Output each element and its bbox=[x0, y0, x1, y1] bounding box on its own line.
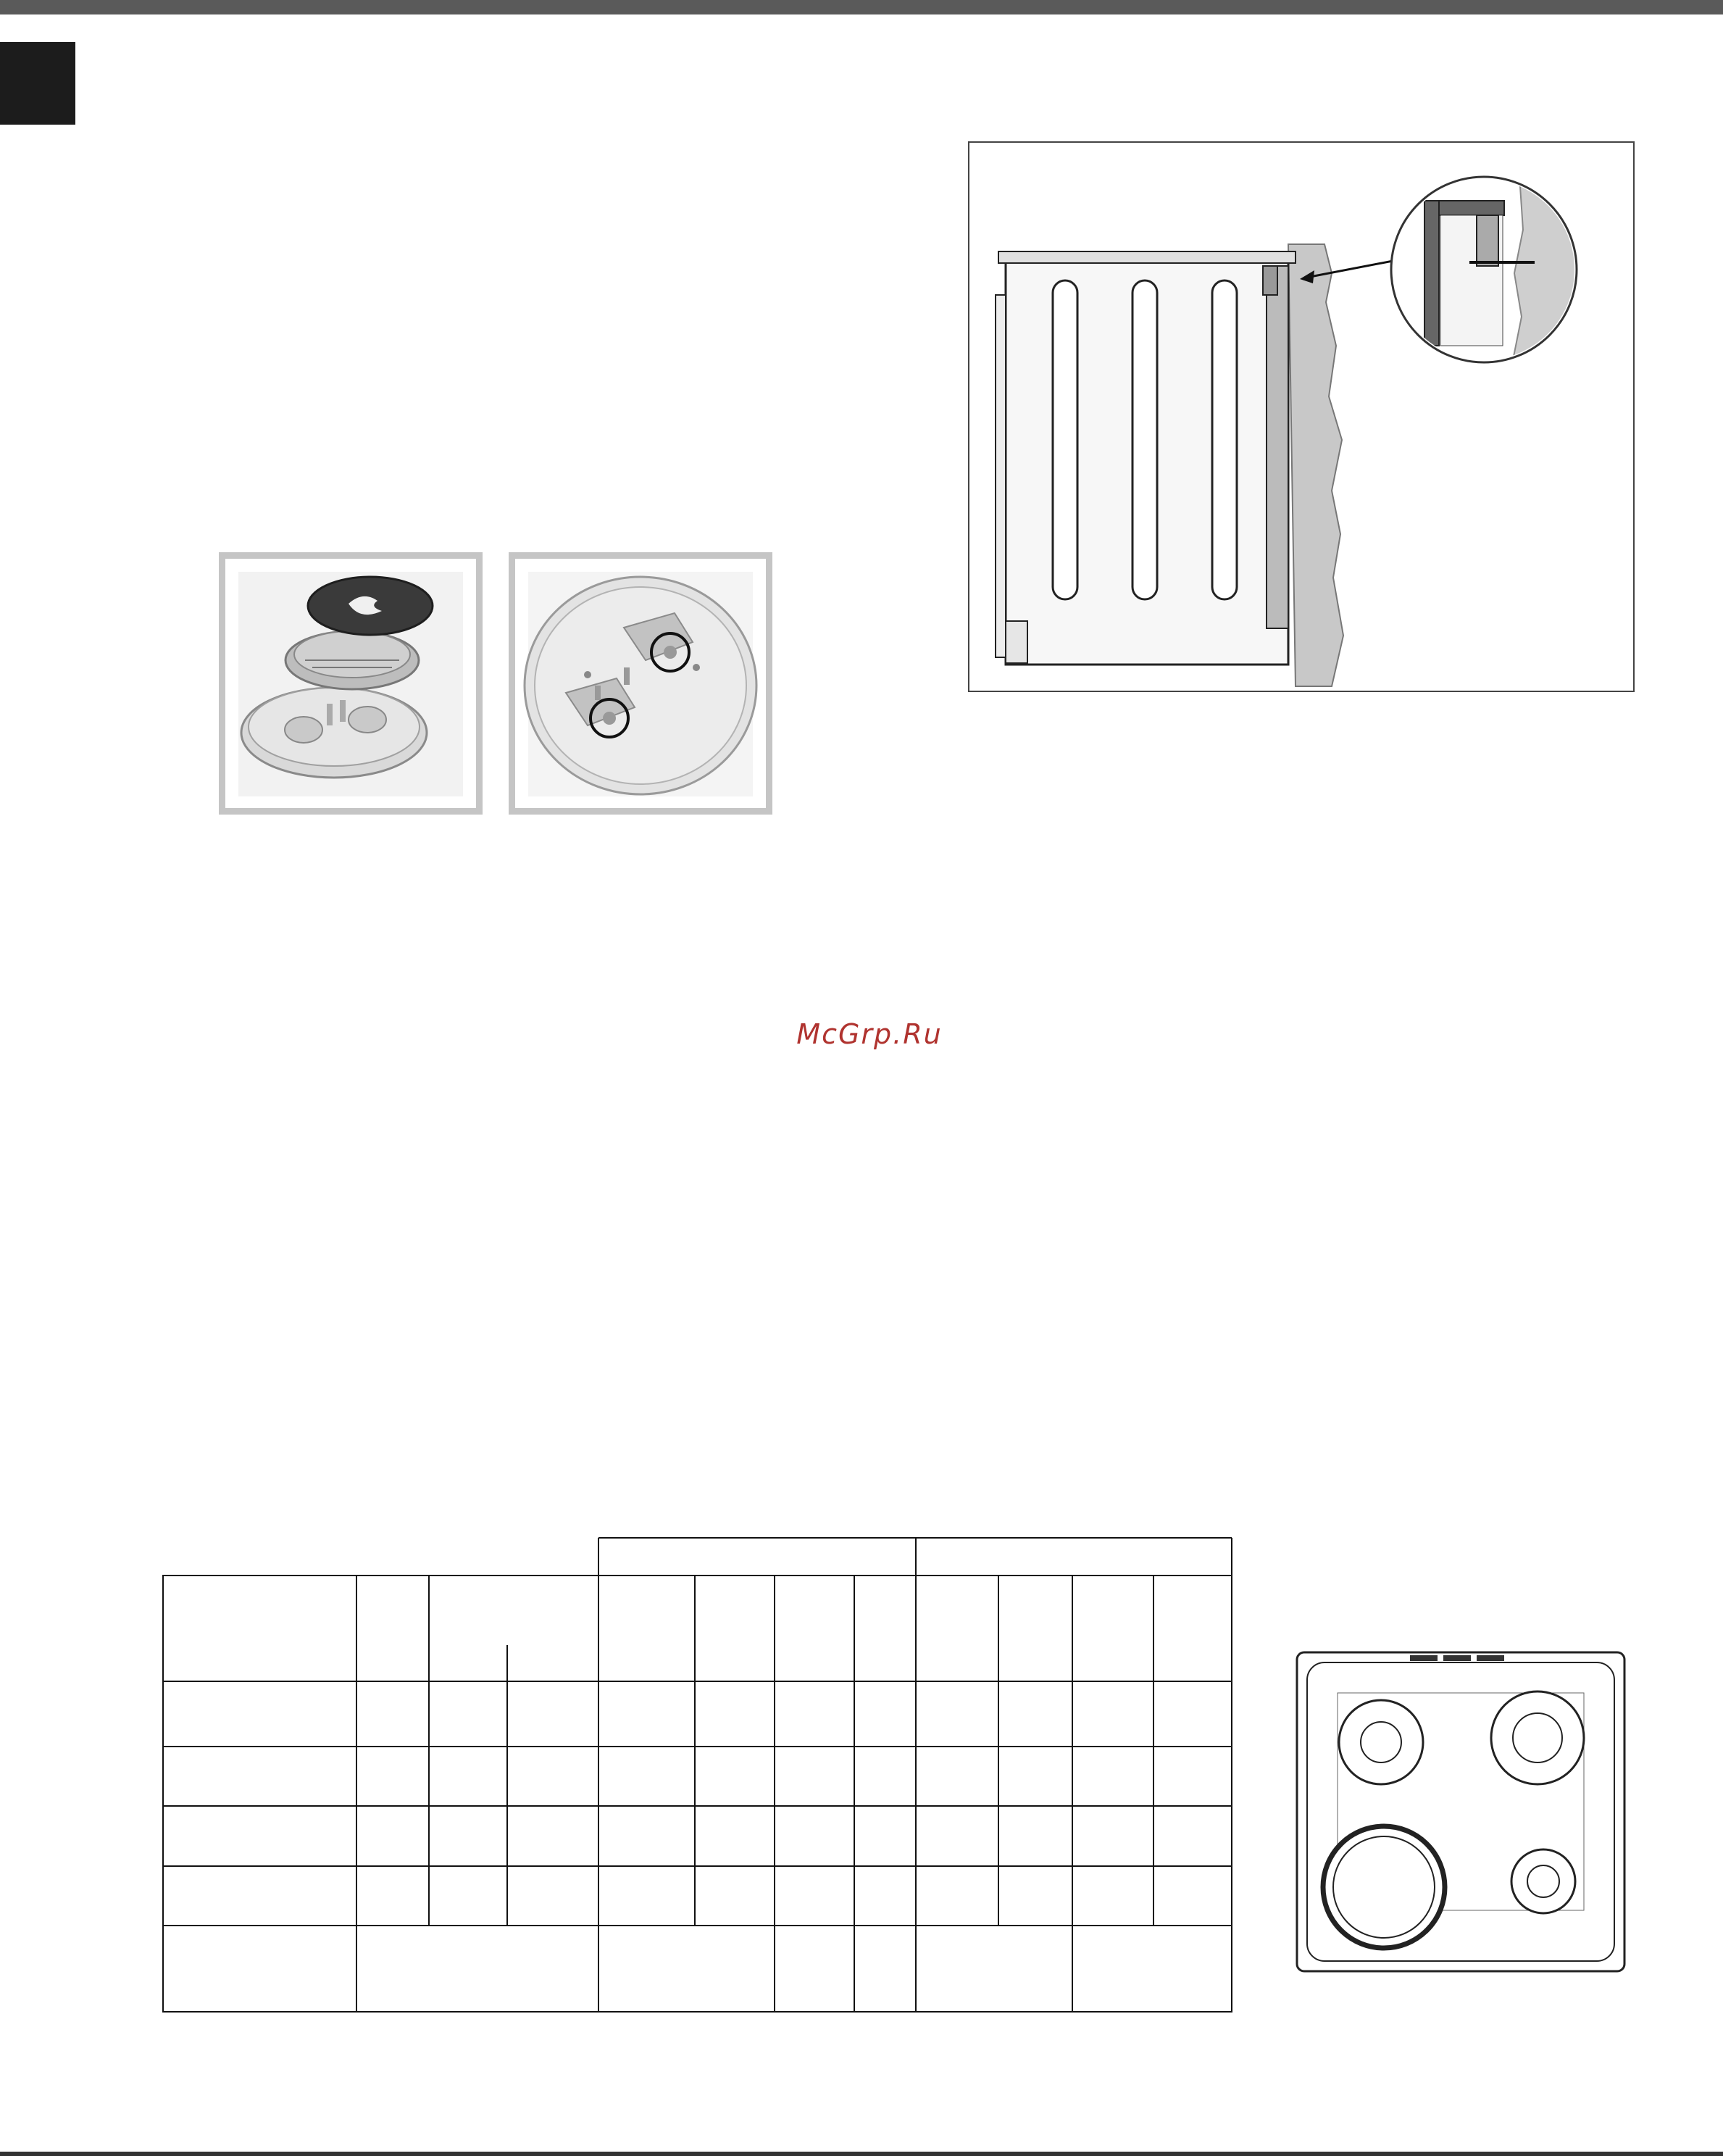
language-tab bbox=[0, 42, 75, 125]
bottom-rule bbox=[0, 2152, 1723, 2156]
burner-data-table bbox=[162, 1536, 1235, 2015]
wall-bracket-figure bbox=[968, 141, 1635, 692]
burner-exploded-icon bbox=[225, 559, 476, 808]
watermark-text: McGrp.Ru bbox=[796, 1018, 943, 1050]
wall-bracket-icon bbox=[969, 143, 1633, 691]
burner-base-figure bbox=[509, 552, 772, 815]
table-grid bbox=[162, 1536, 1235, 2015]
burner-exploded-figure bbox=[219, 552, 483, 815]
hob-layout-figure bbox=[1294, 1649, 1627, 1976]
hob-layout-icon bbox=[1294, 1649, 1627, 1976]
top-bar bbox=[0, 0, 1723, 14]
burner-base-icon bbox=[515, 559, 766, 808]
